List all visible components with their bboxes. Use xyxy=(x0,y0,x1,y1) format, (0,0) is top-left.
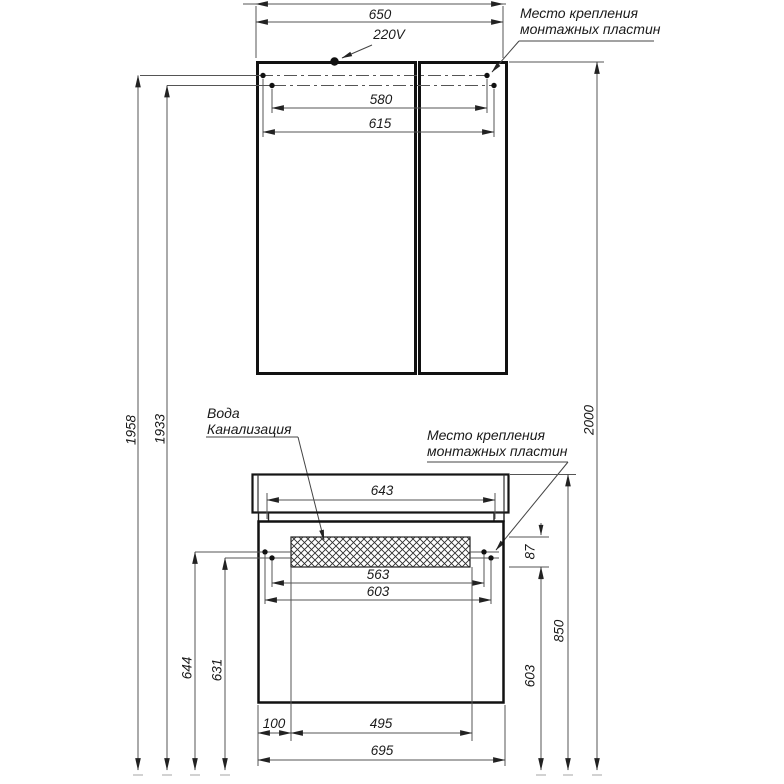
dim-opening-offset: 100 xyxy=(262,716,286,731)
mounting-note-mid-line1: Место крепления xyxy=(427,427,546,443)
dim-plate-height-right: 603 xyxy=(522,664,538,688)
dim-mirror-plate-span-outer: 615 xyxy=(368,116,392,131)
mirror-cabinet-outline xyxy=(258,63,507,374)
sewer-label: Канализация xyxy=(207,421,292,437)
mounting-note-top-line2: монтажных пластин xyxy=(520,21,661,37)
dim-vanity-plate-span-outer: 603 xyxy=(366,584,390,599)
water-label: Вода xyxy=(207,405,240,421)
dim-countertop-height: 850 xyxy=(551,619,567,643)
dim-vanity-overall-width: 695 xyxy=(370,743,394,758)
dim-mirror-plate-span-inner: 580 xyxy=(369,92,393,107)
plumbing-opening-hatch xyxy=(291,537,470,567)
dim-plate-height-lower: 1933 xyxy=(152,413,168,445)
dim-plate-zone-height: 87 xyxy=(522,544,538,560)
dim-vanity-plate-span-inner: 563 xyxy=(366,567,390,582)
dim-plate-height-inner: 631 xyxy=(209,658,225,682)
mounting-note-mid-line2: монтажных пластин xyxy=(427,443,568,459)
mirror-mounting-dimensions xyxy=(140,76,494,138)
dim-plate-height-outer: 644 xyxy=(179,656,195,680)
dim-overall-height: 2000 xyxy=(581,404,597,436)
utilities-leader xyxy=(206,437,324,540)
mounting-note-top-line1: Место крепления xyxy=(520,5,639,21)
dim-mirror-overall-width: 650 xyxy=(368,7,392,22)
dim-countertop-width: 643 xyxy=(370,483,394,498)
dim-plate-height-upper: 1958 xyxy=(123,414,139,446)
dim-opening-width: 495 xyxy=(369,716,393,731)
power-outlet-label: 220V xyxy=(373,27,405,42)
